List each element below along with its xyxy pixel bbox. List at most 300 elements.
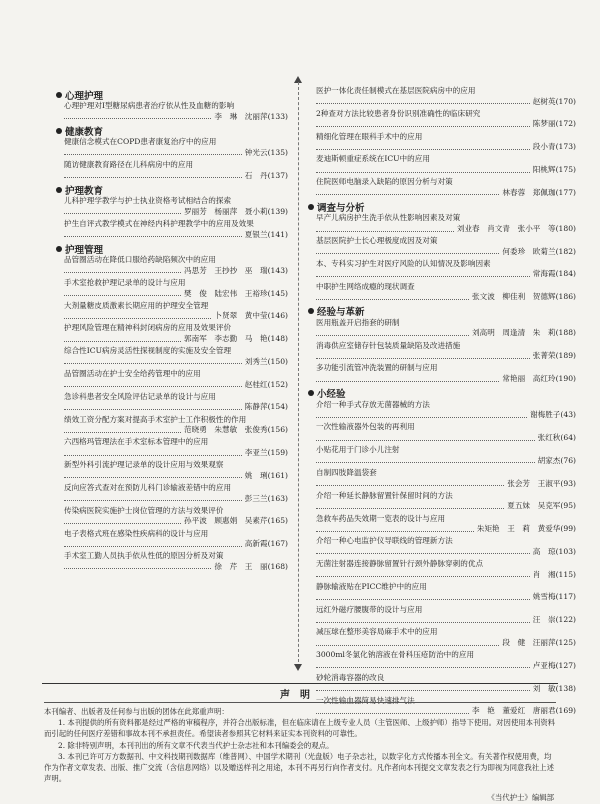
entry-authors: 高新霞: [244, 539, 268, 549]
leader-dots: [64, 270, 181, 273]
entry-title: 无菌注射器连接静脉留置针行颈外静脉穿刺的优点: [316, 559, 484, 569]
toc-entry[interactable]: [308, 236, 576, 257]
entry-title: 砂轮消毒容器的改良: [316, 672, 385, 682]
toc-entry[interactable]: [56, 506, 288, 527]
entry-authors: 姚雪梅: [532, 592, 556, 602]
entry-byline: [56, 289, 288, 300]
entry-page-number: (99): [560, 524, 576, 534]
toc-entry[interactable]: [56, 137, 288, 158]
toc-entry[interactable]: [308, 363, 576, 384]
entry-page-number: (184): [555, 269, 576, 279]
leader-dots: [316, 170, 530, 173]
entry-byline: [308, 410, 576, 421]
entry-authors: 李 艳 董爱红 唐丽君: [472, 706, 556, 716]
entry-page-number: (135): [267, 147, 288, 157]
toc-entry[interactable]: [308, 341, 576, 362]
toc-section: [56, 242, 288, 572]
entry-authors: 阳桃辉: [532, 164, 556, 174]
entry-authors: 谢梅胜子: [530, 410, 561, 420]
entry-authors: 李 琳 沈丽萍: [214, 111, 268, 121]
entry-page-number: (156): [267, 425, 288, 435]
entry-title: 介绍一种心电监护仪导联线的管理新方法: [316, 536, 453, 546]
leader-dots: [316, 101, 530, 104]
entry-authors: 钟光云: [244, 147, 268, 157]
entry-authors: 卢亚梅: [532, 660, 556, 670]
leader-dots: [64, 430, 181, 433]
entry-title: 中职护生网络成瘾的现状调查: [316, 281, 415, 291]
entry-page-number: (152): [267, 379, 288, 389]
leader-dots: [316, 460, 535, 463]
entry-byline: [56, 207, 288, 218]
declaration-top-rule: [42, 683, 558, 684]
entry-authors: 范晓勇 朱慧敏 张俊秀: [184, 425, 268, 435]
entry-title: 早产儿病房护生洗手依从性影响因素及对策: [316, 213, 461, 223]
entry-byline: [308, 374, 576, 385]
leader-dots: [316, 229, 454, 232]
entry-page-number: (103): [555, 546, 576, 556]
leader-dots: [316, 665, 530, 668]
toc-entry[interactable]: [308, 400, 576, 421]
toc-entry[interactable]: [56, 278, 288, 299]
entry-title: 麦迪斯顿重症系统在ICU中的应用: [316, 154, 430, 164]
section-heading-text: 健康教育: [65, 126, 104, 138]
toc-entry[interactable]: [308, 582, 576, 603]
entry-authors: 张会芳 王淑平: [507, 478, 561, 488]
entry-page-number: (170): [555, 96, 576, 106]
entry-page-number: (167): [267, 539, 288, 549]
toc-entry[interactable]: [56, 196, 288, 217]
leader-dots: [64, 116, 211, 119]
entry-page-number: (169): [555, 706, 576, 716]
entry-page-number: (115): [555, 569, 576, 579]
declaration-item: 3. 本刊已许可万方数据刊、中文科技期刊数据库（维普网）、中国学术期刊（光盘版）电子杂志社，以数字化方式传播本刊全文。有关著作权使用费，均作为作者文章发表、出版、推广交流（含信息网络）以及赠送样刊之用途，本刊不再另行向作者支付。凡作者向本刊提交文章发表之行为即视为同意我社上述声明。: [44, 751, 554, 784]
entry-authors: 陈静萍: [244, 402, 268, 412]
entry-page-number: (145): [267, 288, 288, 298]
section-heading: [56, 183, 288, 196]
entry-byline: [56, 494, 288, 505]
toc-entry[interactable]: [308, 514, 576, 535]
entry-byline: [308, 456, 576, 467]
entry-byline: [308, 292, 576, 303]
entry-byline: [56, 357, 288, 368]
section-heading-text: 护理管理: [65, 244, 104, 256]
entry-authors: 赵树英: [532, 96, 556, 106]
entry-page-number: (188): [555, 328, 576, 338]
entry-byline: [56, 539, 288, 550]
entry-page-number: (189): [555, 351, 576, 361]
column-divider: [298, 82, 299, 667]
toc-entry[interactable]: [308, 627, 576, 648]
entry-title: 3000ml冬氯化钠溶液在骨科压疮防治中的应用: [316, 650, 475, 660]
entry-authors: 段小青: [532, 142, 556, 152]
entry-title: 介绍一种延长静脉留置针保留时间的方法: [316, 490, 453, 500]
declaration-signature: 《当代护士》编辑部: [487, 793, 554, 803]
entry-byline: [56, 148, 288, 159]
toc-entry[interactable]: [56, 529, 288, 550]
leader-dots: [316, 356, 530, 359]
leader-dots: [316, 297, 469, 300]
entry-page-number: (154): [267, 402, 288, 412]
section-bullet-icon: [56, 246, 62, 252]
toc-entry[interactable]: [56, 346, 288, 367]
entry-page-number: (133): [267, 111, 288, 121]
entry-title: 多功能引流管冲洗装置的研制与应用: [316, 363, 438, 373]
entry-authors: 何委珍 欧菊兰: [502, 246, 556, 256]
entry-page-number: (165): [267, 516, 288, 526]
leader-dots: [64, 211, 181, 214]
leader-dots: [316, 529, 474, 532]
entry-authors: 林春蓉 郑佩珈: [502, 187, 556, 197]
leader-dots: [64, 521, 181, 524]
entry-authors: 彭三兰: [244, 493, 268, 503]
entry-byline: [56, 448, 288, 459]
entry-page-number: (95): [560, 501, 576, 511]
entry-page-number: (175): [555, 164, 576, 174]
entry-page-number: (190): [555, 374, 576, 383]
entry-title: 大剂量糖皮质激素长期应用的护理安全管理: [64, 300, 209, 310]
toc-entry[interactable]: [56, 160, 288, 181]
entry-title: 儿科护理学教学与护士执业资格考试相结合的探索: [64, 196, 232, 206]
entry-title: 手术室工勤人员执手依从性低的原因分析及对策: [64, 551, 224, 561]
toc-entry[interactable]: [308, 86, 576, 107]
entry-title: 随访健康教育路径在儿科病房中的应用: [64, 159, 194, 169]
toc-entry[interactable]: [308, 109, 576, 130]
entry-page-number: (137): [267, 170, 288, 180]
entry-page-number: (127): [555, 660, 576, 670]
leader-dots: [64, 293, 181, 296]
entry-title: 远红外磁疗腰腹带的设计与应用: [316, 604, 423, 614]
entry-page-number: (143): [267, 265, 288, 275]
entry-title: 护理风险管理在精神科封闭病房的应用及效果评价: [64, 323, 232, 333]
toc-entry[interactable]: [56, 101, 288, 122]
toc-entry[interactable]: [308, 559, 576, 580]
entry-authors: 刘高明 周逢清 朱 莉: [472, 328, 556, 338]
leader-dots: [316, 147, 530, 150]
entry-authors: 刘秀兰: [244, 356, 268, 366]
entry-authors: 樊 俊 陆宏伟 王裕珍: [184, 288, 268, 298]
leader-dots: [64, 475, 242, 478]
entry-byline: [56, 112, 288, 123]
toc-section: [56, 183, 288, 240]
entry-page-number: (76): [560, 455, 576, 465]
section-heading: [308, 387, 576, 400]
entry-authors: 陈梦丽: [532, 119, 556, 129]
entry-byline: [308, 479, 576, 490]
entry-authors: 汪 崇: [532, 615, 556, 625]
entry-title: 传染病医院实施护士岗位管理的方法与效果评价: [64, 505, 224, 515]
section-heading-text: 小经验: [317, 389, 346, 401]
leader-dots: [64, 339, 181, 342]
entry-authors: 刘业春 肖文青 张小平 等: [456, 223, 556, 233]
leader-dots: [64, 234, 242, 237]
entry-byline: [308, 547, 576, 558]
entry-title: 消毒供应室储存针包装质量缺陷及改进措施: [316, 340, 461, 350]
declaration-item: 1. 本刊提供的所有资料都是经过严格的审稿程序，并符合出版标准，但在临床请在上级专业人员（主管医师、上级护师）指导下使用。对因使用本刊资料而引起的任何医疗差错和事故本刊不承担责任。希望读者参照其它材料来证实本刊资料的可靠性。: [44, 718, 556, 739]
leader-dots: [316, 551, 530, 554]
leader-dots: [316, 483, 504, 486]
entry-byline: [56, 266, 288, 277]
toc-entry[interactable]: [308, 422, 576, 443]
entry-page-number: (168): [267, 561, 288, 571]
entry-page-number: (125): [555, 638, 576, 647]
toc-section: [308, 305, 576, 385]
entry-authors: 张红秋: [537, 432, 561, 442]
entry-title: 品管圈活动在降低口服给药缺陷频次中的应用: [64, 255, 216, 265]
toc-entry[interactable]: [308, 536, 576, 557]
toc-entry[interactable]: [56, 301, 288, 322]
entry-page-number: (122): [555, 615, 576, 625]
entry-page-number: (138): [555, 683, 576, 693]
entry-authors: 胡家杰: [537, 455, 561, 465]
entry-byline: [308, 570, 576, 581]
entry-title: 小贴花用于门诊小儿注射: [316, 445, 400, 455]
entry-title: 一次性输液器外包装的再利用: [316, 422, 415, 432]
entry-title: 精细化管理在眼科手术中的应用: [316, 131, 423, 141]
entry-page-number: (43): [560, 410, 576, 420]
entry-authors: 夏五妹 吴克军: [507, 501, 561, 511]
entry-page-number: (150): [267, 356, 288, 366]
entry-byline: [308, 165, 576, 176]
toc-right-column: [308, 86, 576, 719]
entry-authors: 郭南军 李志勤 马 艳: [184, 334, 268, 344]
entry-title: 基层医院护士长心理极度成因及对策: [316, 236, 438, 246]
entry-page-number: (180): [555, 223, 576, 233]
toc-entry[interactable]: [308, 318, 576, 339]
entry-authors: 常海霞: [532, 269, 556, 279]
toc-entry[interactable]: [56, 323, 288, 344]
entry-title: 2种查对方法比较患者身份识别准确性的临床研究: [316, 108, 481, 118]
toc-entry[interactable]: [308, 177, 576, 198]
toc-entry[interactable]: [56, 219, 288, 240]
leader-dots: [64, 544, 242, 547]
declaration-rule: [44, 702, 556, 703]
leader-dots: [64, 453, 242, 456]
toc-section: [56, 124, 288, 181]
toc-entry[interactable]: [56, 369, 288, 390]
entry-page-number: (173): [555, 142, 576, 152]
entry-byline: [308, 269, 576, 280]
leader-dots: [316, 415, 527, 418]
entry-page-number: (146): [267, 311, 288, 321]
entry-authors: 姚 琍: [244, 470, 268, 480]
leader-dots: [64, 316, 211, 319]
section-bullet-icon: [308, 204, 314, 210]
entry-authors: 冯思芳 王抄抄 巫 瑞: [184, 265, 268, 275]
entry-title: 绩效工资分配方案对提高手术室护士工作积极性的作用: [64, 414, 247, 424]
leader-dots: [64, 498, 242, 501]
entry-page-number: (182): [555, 246, 576, 256]
entry-title: 反向应答式查对在预防儿科门诊输液差错中的应用: [64, 482, 232, 492]
entry-title: 一次性输血器简易快速排气法: [316, 695, 415, 705]
toc-entry[interactable]: [308, 213, 576, 234]
entry-byline: [308, 142, 576, 153]
toc-entry[interactable]: [308, 445, 576, 466]
leader-dots: [316, 574, 530, 577]
entry-authors: 赵桂红: [244, 379, 268, 389]
entry-title: 介绍一种手式存放无菌器械的方法: [316, 399, 430, 409]
entry-byline: [56, 516, 288, 527]
entry-page-number: (177): [555, 187, 576, 197]
section-heading-text: 经验与革新: [317, 307, 365, 319]
section-bullet-icon: [56, 92, 62, 98]
section-bullet-icon: [308, 308, 314, 314]
leader-dots: [64, 566, 211, 569]
entry-authors: 罗丽芳 杨丽萍 聂小莉: [184, 206, 268, 216]
leader-dots: [316, 620, 530, 623]
entry-authors: 李亚兰: [244, 447, 268, 457]
entry-title: 急救车药品失效期一览表的设计与应用: [316, 513, 446, 523]
toc-section: [308, 200, 576, 303]
toc-entry[interactable]: [308, 132, 576, 153]
leader-dots: [64, 361, 242, 364]
entry-byline: [308, 433, 576, 444]
entry-page-number: (163): [267, 493, 288, 503]
section-heading-text: 护理教育: [65, 185, 104, 197]
entry-byline: [56, 471, 288, 482]
toc-entry[interactable]: [308, 259, 576, 280]
entry-byline: [308, 501, 576, 512]
entry-byline: [56, 334, 288, 345]
entry-byline: [308, 97, 576, 108]
entry-authors: 肖 湘: [532, 569, 556, 579]
entry-page-number: (117): [555, 592, 576, 602]
entry-byline: [56, 380, 288, 391]
entry-title: 新型外科引流护理记录单的设计应用与效果观察: [64, 460, 224, 470]
entry-title: 健康信念模式在COPD患者康复治疗中的应用: [64, 137, 217, 147]
leader-dots: [316, 643, 499, 646]
toc-entry[interactable]: [308, 282, 576, 303]
entry-authors: 徐 芹 王 丽: [214, 561, 268, 571]
toc-entry[interactable]: [308, 605, 576, 626]
toc-entry[interactable]: [56, 255, 288, 276]
entry-title: 手术室抢救护理记录单的设计与应用: [64, 277, 186, 287]
section-heading: [308, 305, 576, 318]
toc-entry[interactable]: [308, 154, 576, 175]
entry-byline: [56, 562, 288, 573]
entry-byline: [308, 592, 576, 603]
entry-authors: 孙平波 顾惠娟 吴素芹: [184, 516, 268, 526]
entry-page-number: (141): [267, 229, 288, 239]
toc-left-column: [56, 86, 288, 574]
entry-authors: 朱矩艳 王 莉 黄爱华: [476, 524, 561, 534]
entry-authors: 刘 敏: [532, 683, 556, 693]
entry-byline: [56, 425, 288, 436]
divider-arrow-down-icon: [294, 664, 302, 671]
leader-dots: [316, 597, 530, 600]
entry-byline: [308, 328, 576, 339]
entry-title: 品管圈活动在护士安全给药管理中的应用: [64, 369, 201, 379]
entry-title: 电子表格式班在感染性疾病科的设计与应用: [64, 528, 209, 538]
entry-byline: [56, 402, 288, 413]
section-bullet-icon: [56, 187, 62, 193]
entry-byline: [308, 224, 576, 235]
entry-byline: [308, 615, 576, 626]
entry-title: 本、专科实习护生对医疗风险的认知情况及影响因素: [316, 258, 491, 268]
entry-authors: 段 健 汪丽萍: [502, 638, 556, 647]
toc-entry[interactable]: [56, 551, 288, 572]
entry-title: 减压球在整形美容局麻手术中的应用: [316, 627, 438, 637]
entry-page-number: (64): [560, 432, 576, 442]
toc-section: [308, 86, 576, 198]
leader-dots: [316, 438, 535, 441]
entry-byline: [56, 311, 288, 322]
toc-section: [56, 88, 288, 122]
entry-byline: [308, 351, 576, 362]
leader-dots: [64, 152, 242, 155]
declaration-intro: 本刊编者、出版者及任何参与出版的团体在此郑重声明：: [44, 707, 229, 716]
section-heading: [56, 124, 288, 137]
leader-dots: [64, 384, 242, 387]
toc-entry[interactable]: [56, 392, 288, 413]
section-heading: [56, 242, 288, 255]
entry-byline: [56, 230, 288, 241]
toc-entry[interactable]: [56, 460, 288, 481]
section-heading: [56, 88, 288, 101]
section-heading-text: 调查与分析: [317, 202, 365, 214]
section-heading-text: 心理护理: [65, 90, 104, 102]
leader-dots: [316, 333, 469, 336]
declaration-block: [44, 683, 556, 804]
entry-authors: 常艳丽 高红玲: [502, 374, 556, 383]
entry-authors: 张文波 柳佳利 贺德辉: [472, 292, 556, 302]
leader-dots: [316, 274, 530, 277]
section-bullet-icon: [56, 128, 62, 134]
entry-title: 急诊科患者安全风险评估记录单的设计与应用: [64, 391, 216, 401]
entry-authors: 张菁荣: [532, 351, 556, 361]
entry-title: 自制四肢降温袋套: [316, 467, 377, 477]
toc-entry[interactable]: [308, 491, 576, 512]
toc-entry[interactable]: [308, 650, 576, 671]
toc-entry[interactable]: [56, 483, 288, 504]
entry-byline: [308, 188, 576, 199]
entry-byline: [308, 661, 576, 672]
entry-byline: [308, 247, 576, 258]
entry-authors: 卜贤翠 黄中莹: [214, 311, 268, 321]
entry-page-number: (93): [560, 478, 576, 488]
entry-authors: 高 琼: [532, 546, 556, 556]
entry-page-number: (172): [555, 119, 576, 129]
leader-dots: [64, 175, 242, 178]
entry-title: 六西格玛管理法在手术室标本管理中的应用: [64, 437, 209, 447]
entry-byline: [308, 524, 576, 535]
toc-entry[interactable]: [56, 437, 288, 458]
entry-title: 静脉输液贴在PICC维护中的应用: [316, 581, 427, 591]
entry-title: 医用瓶盖开启指套的研制: [316, 317, 400, 327]
entry-page-number: (161): [267, 470, 288, 480]
entry-page-number: (148): [267, 334, 288, 344]
leader-dots: [316, 251, 499, 254]
entry-title: 医护一体化责任制模式在基层医院病房中的应用: [316, 86, 476, 95]
entry-page-number: (159): [267, 447, 288, 457]
entry-page-number: (139): [267, 206, 288, 216]
entry-title: 护生自评式教学模式在神经内科护理教学中的应用及效果: [64, 218, 254, 228]
entry-byline: [308, 638, 576, 649]
entry-title: 综合性ICU病房灵活性探视制度的实施及安全管理: [64, 346, 232, 356]
toc-entry[interactable]: [56, 415, 288, 436]
entry-authors: 石 丹: [244, 170, 268, 180]
declaration-title: 声明: [280, 690, 320, 701]
leader-dots: [316, 192, 499, 195]
entry-byline: [56, 171, 288, 182]
section-heading: [308, 200, 576, 213]
entry-title: 心理护理对Ⅰ型糖尿病患者治疗依从性及血糖的影响: [64, 101, 235, 110]
section-bullet-icon: [308, 390, 314, 396]
entry-byline: [308, 119, 576, 130]
leader-dots: [316, 124, 530, 127]
toc-section: [308, 387, 576, 717]
toc-entry[interactable]: [308, 468, 576, 489]
entry-page-number: (186): [555, 292, 576, 302]
